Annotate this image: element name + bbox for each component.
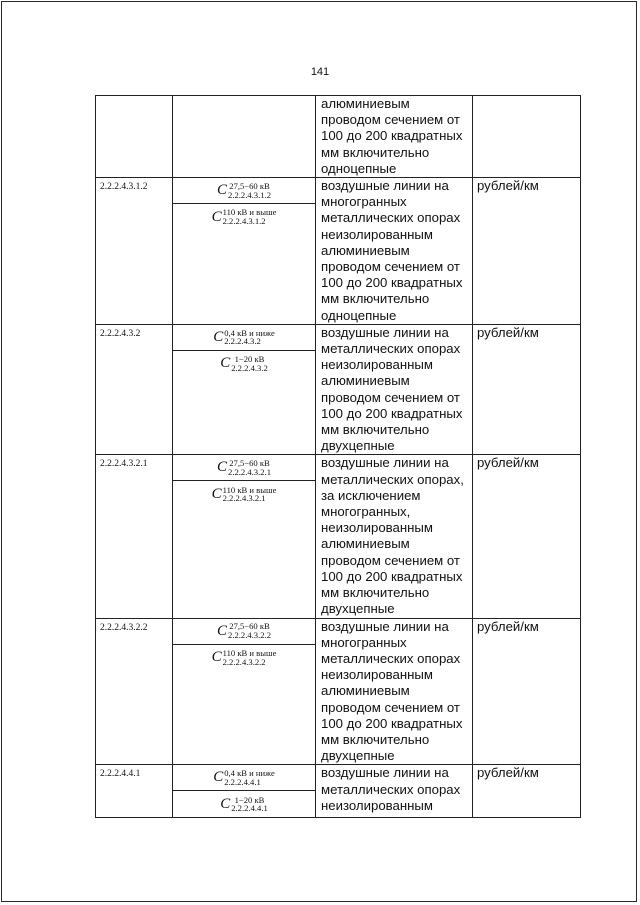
description-line: многогранных [321,634,407,650]
description-line: проводом сечением от [321,389,460,405]
rate-formula [212,649,277,667]
row-code [96,96,173,178]
description-line: проводом сечением от [321,259,460,275]
voltage-class: 27,5−60 кВ [229,621,270,632]
description-line: воздушные линии на [321,324,449,340]
description-line: металлических опорах [321,341,461,357]
description-line: двухцепные [321,601,395,617]
description-line: 100 до 200 квадратных [321,275,463,291]
description-line: двухцепные [321,748,395,764]
row-description [316,178,473,325]
page-number: 141 [310,66,330,78]
rate-symbol [173,645,315,671]
formula-scripts [228,459,271,477]
formula-cell [173,324,316,455]
description-line: мм включительно [321,422,430,438]
formula-list [173,178,315,230]
formula-index: 2.2.2.4.3.1.2 [228,189,271,200]
voltage-class: 27,5−60 кВ [229,458,270,469]
table-row [96,96,581,178]
row-description [316,618,473,765]
row-unit: рублей/км [473,455,581,618]
rate-symbol [173,178,315,204]
formula-letter: C [220,795,231,812]
formula-letter: C [217,459,228,476]
description-line: за исключением [321,487,421,503]
row-description [316,96,473,178]
formula-cell [173,765,316,818]
formula-list [173,619,315,671]
row-unit [473,96,581,178]
formula-scripts [228,622,271,640]
description-line: мм включительно [321,731,430,747]
description-line: 100 до 200 квадратных [321,128,463,144]
table-row [96,455,581,618]
description-line: одноцепные [321,307,397,323]
formula-index: 2.2.2.4.3.2.2 [228,630,271,640]
row-unit: рублей/км [473,618,581,765]
formula-letter: C [211,485,222,502]
description-line: воздушные линии на [321,455,449,471]
formula-letter: C [217,622,228,639]
description-line: металлических опорах [321,650,461,666]
description-line: проводом сечением от [321,699,460,715]
rate-symbol [173,481,315,507]
description-line: многогранных, [321,504,411,520]
voltage-class: 110 кВ и выше [222,647,277,658]
rate-formula [213,329,275,347]
formula-list [173,455,315,507]
description-line: мм включительно [321,585,430,601]
description-line: 100 до 200 квадратных [321,715,463,731]
description-line: неизолированным [321,797,433,813]
description-line: проводом сечением от [321,552,460,568]
rate-formula [220,355,268,373]
formula-index: 2.2.2.4.3.2 [231,362,268,373]
description-line: 100 до 200 квадратных [321,405,463,421]
rate-formula [217,182,271,200]
formula-scripts [224,769,275,787]
row-description [316,765,473,818]
formula-scripts [223,649,277,667]
formula-scripts [231,796,268,814]
description-line: металлических опорах [321,210,461,226]
description-line: неизолированным [321,357,433,373]
formula-cell [173,455,316,618]
formula-letter: C [211,208,222,225]
row-code: 2.2.2.4.3.2 [96,324,173,455]
formula-index: 2.2.2.4.4.1 [231,803,268,814]
description-line: 100 до 200 квадратных [321,568,463,584]
formula-index: 2.2.2.4.3.2.2 [222,656,266,667]
formula-index: 2.2.2.4.3.2.1 [222,493,266,504]
formula-scripts [224,329,275,347]
description-line: алюминиевым [321,373,410,389]
rate-formula [217,622,271,640]
description-line: мм включительно [321,291,430,307]
formula-letter: C [213,769,224,786]
formula-cell [173,96,316,178]
row-description [316,455,473,618]
formula-scripts [231,355,268,373]
formula-list [173,765,315,817]
formula-list [173,325,315,377]
formula-index: 2.2.2.4.3.2.1 [228,466,271,477]
voltage-class: 1−20 кВ [234,354,265,365]
table-row [96,178,581,325]
row-code: 2.2.2.4.3.2.1 [96,455,173,618]
description-line: металлических опорах [321,781,461,797]
table-row [96,618,581,765]
row-code: 2.2.2.4.3.1.2 [96,178,173,325]
formula-scripts [223,208,277,226]
rate-symbol [173,765,315,791]
description-line: алюминиевым [321,96,410,111]
description-line: неизолированным [321,226,433,242]
rate-symbol [173,204,315,230]
description-line: алюминиевым [321,683,410,699]
description-line: двухцепные [321,438,395,454]
formula-scripts [228,182,271,200]
voltage-class: 110 кВ и выше [222,484,277,495]
row-unit: рублей/км [473,324,581,455]
formula-letter: C [220,355,231,372]
rates-table [95,95,581,818]
rate-formula [213,769,275,787]
row-code: 2.2.2.4.3.2.2 [96,618,173,765]
rate-symbol [173,619,315,645]
row-code: 2.2.2.4.4.1 [96,765,173,818]
rate-symbol [173,351,315,377]
description-line: металлических опорах, [321,471,464,487]
rates-table-body [96,96,581,818]
description-line: неизолированным [321,520,433,536]
voltage-class: 0,4 кВ и ниже [224,327,275,338]
formula-letter: C [217,182,228,199]
formula-letter: C [211,649,222,665]
description-line: алюминиевым [321,242,410,258]
description-line: мм включительно [321,144,430,160]
rate-formula [220,796,268,814]
formula-index: 2.2.2.4.4.1 [224,776,261,787]
rate-formula [212,486,277,504]
formula-index: 2.2.2.4.3.1.2 [222,216,266,227]
description-line: неизолированным [321,667,433,683]
description-line: воздушные линии на [321,765,449,781]
row-unit: рублей/км [473,765,581,818]
voltage-class: 0,4 кВ и ниже [224,768,275,779]
rate-symbol [173,791,315,817]
rate-symbol [173,325,315,351]
formula-scripts [223,486,277,504]
row-unit: рублей/км [473,178,581,325]
description-line: одноцепные [321,160,397,176]
rate-formula [212,208,277,226]
voltage-class: 1−20 кВ [234,794,265,805]
voltage-class: 27,5−60 кВ [229,180,270,191]
voltage-class: 110 кВ и выше [222,207,277,218]
rate-symbol [173,455,315,481]
table-row [96,765,581,818]
row-description [316,324,473,455]
description-line: многогранных [321,194,407,210]
formula-cell [173,618,316,765]
rate-formula [217,459,271,477]
formula-index: 2.2.2.4.3.2 [224,336,261,347]
description-line: воздушные линии на [321,178,449,194]
table-row [96,324,581,455]
description-line: алюминиевым [321,536,410,552]
formula-letter: C [213,328,224,345]
description-line: проводом сечением от [321,112,460,128]
description-line: воздушные линии на [321,618,449,634]
formula-cell [173,178,316,325]
